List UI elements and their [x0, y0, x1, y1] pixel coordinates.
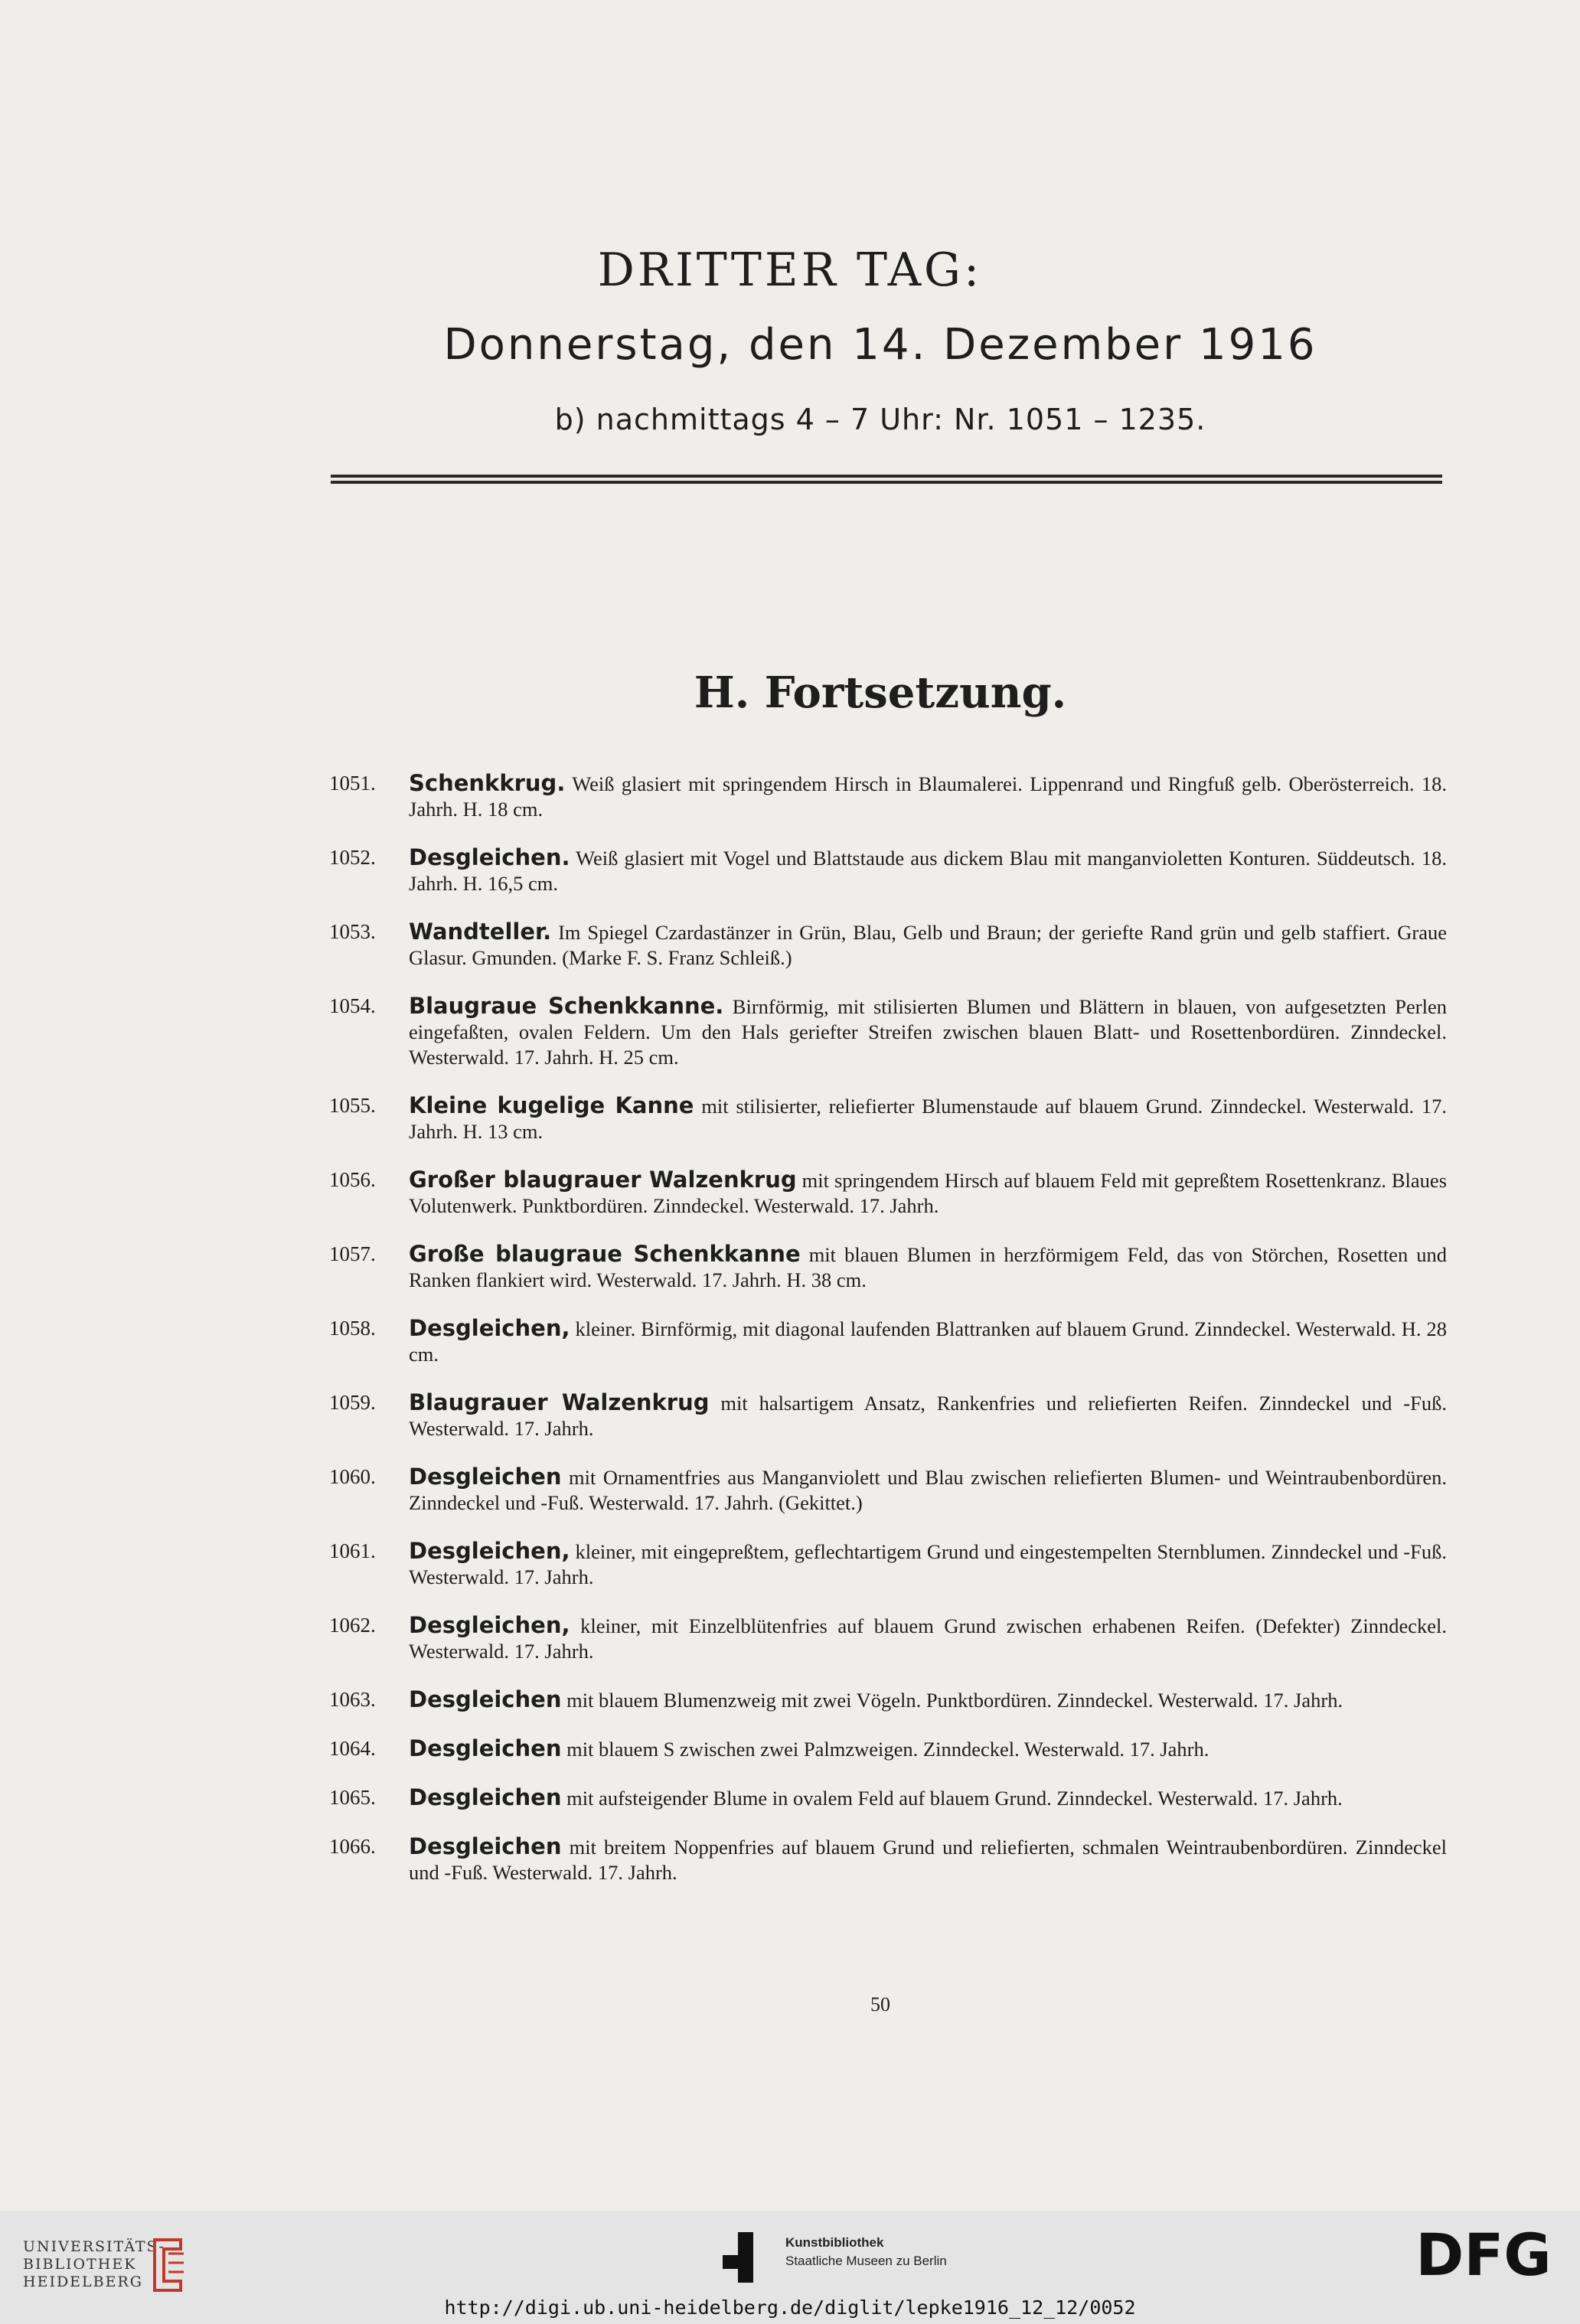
entry-heading: Blaugraue Schenkkanne.: [409, 993, 724, 1019]
entry-description: mit blauem Blumenzweig mit zwei Vögeln. Punktbordüren. Zinndeckel. Westerwald. 17. Jahrh.: [566, 1689, 1343, 1712]
entry-description: kleiner. Birnförmig, mit diagonal laufenden Blattranken auf blauem Grund. Zinndeckel. Westerwald. H. 28 cm.: [409, 1317, 1447, 1366]
entry-heading: Kleine kugelige Kanne: [409, 1092, 694, 1118]
entry-description: mit aufsteigender Blume in ovalem Feld auf blauem Grund. Zinndeckel. Westerwald. 17. Jahrh.: [566, 1787, 1343, 1810]
entry-heading: Desgleichen.: [409, 844, 570, 870]
entry-description: mit blauem S zwischen zwei Palmzweigen. Zinndeckel. Westerwald. 17. Jahrh.: [566, 1738, 1209, 1761]
entry-description: mit breitem Noppenfries auf blauem Grund und reliefierten, schmalen Weintraubenbordüren. Zinndeckel und -Fuß. Westerwald. 17. Jahrh.: [409, 1836, 1447, 1884]
entry-number: 1063.: [329, 1688, 376, 1711]
entry-heading: Schenkkrug.: [409, 770, 566, 796]
entry-description: mit halsartigem Ansatz, Rankenfries und reliefierten Reifen. Zinndeckel und -Fuß. Westerwald. 17. Jahrh.: [409, 1392, 1447, 1440]
catalogue-entries: [329, 771, 1447, 1908]
kunstbibliothek-label[interactable]: [785, 2234, 947, 2270]
catalogue-entry: [329, 1093, 1447, 1144]
entry-number: 1056.: [329, 1168, 376, 1191]
entry-heading: Große blaugraue Schenkkanne: [409, 1241, 801, 1267]
catalogue-entry: [329, 919, 1447, 971]
entry-description: mit Ornamentfries aus Manganviolett und Blau zwischen reliefierten Blumen- und Weintraubenbordüren. Zinndeckel und -Fuß. Westerwald. 17. Jahrh. (Gekittet.): [409, 1466, 1447, 1514]
divider-rule: [331, 475, 1442, 478]
university-library-logo[interactable]: [23, 2238, 165, 2291]
page-title: DRITTER TAG:: [597, 243, 983, 297]
divider-rule: [331, 481, 1442, 484]
dfg-logo-icon[interactable]: [1407, 2221, 1560, 2283]
catalogue-entry: [329, 1539, 1447, 1590]
entry-description: mit blauen Blumen in herzförmigem Feld, das von Störchen, Rosetten und Ranken flankiert wird. Westerwald. 17. Jahrh. H. 38 cm.: [409, 1243, 1447, 1291]
entry-number: 1052.: [329, 846, 376, 869]
entry-heading: Desgleichen: [409, 1784, 562, 1810]
entry-number: 1065.: [329, 1786, 376, 1809]
heidelberg-logo-icon: [150, 2235, 187, 2295]
entry-number: 1051.: [329, 772, 376, 795]
catalogue-entry: [329, 1785, 1447, 1811]
entry-number: 1064.: [329, 1737, 376, 1760]
entry-heading: Desgleichen: [409, 1833, 562, 1859]
entry-heading: Desgleichen: [409, 1686, 562, 1712]
dfg-text: DFG: [1415, 2221, 1552, 2283]
catalogue-entry: [329, 1613, 1447, 1664]
entry-description: Im Spiegel Czardastänzer in Grün, Blau, Gelb und Braun; der geriefte Rand grün und gelb staffiert. Graue Glasur. Gmunden. (Marke F. S. Franz Schleiß.): [409, 921, 1448, 969]
entry-heading: Desgleichen,: [409, 1612, 570, 1638]
catalogue-entry: [329, 845, 1447, 896]
entry-heading: Desgleichen,: [409, 1538, 570, 1564]
catalogue-entry: [329, 1242, 1447, 1293]
catalogue-entry: [329, 1736, 1447, 1762]
entry-number: 1054.: [329, 994, 376, 1017]
university-line: UNIVERSITÄTS-: [23, 2238, 165, 2255]
catalogue-entry: [329, 1687, 1447, 1713]
catalogue-entry: [329, 771, 1447, 822]
permalink-url[interactable]: http://digi.ub.uni-heidelberg.de/diglit/lepke1916_12_12/0052: [444, 2296, 1136, 2319]
university-line: BIBLIOTHEK: [23, 2256, 137, 2273]
entry-number: 1066.: [329, 1835, 376, 1858]
kunstbibliothek-logo-icon: [723, 2232, 762, 2283]
entry-description: kleiner, mit Einzelblütenfries auf blauem Grund zwischen erhabenen Reifen. (Defekter) Zinndeckel. Westerwald. 17. Jahrh.: [409, 1614, 1447, 1663]
kb-sub: Staatliche Museen zu Berlin: [785, 2254, 947, 2268]
entry-heading: Wandteller.: [409, 919, 552, 945]
date-heading: Donnerstag, den 14. Dezember 1916: [443, 320, 1317, 370]
entry-heading: Blaugrauer Walzenkrug: [409, 1389, 710, 1415]
catalogue-entry: [329, 1834, 1447, 1885]
entry-number: 1062.: [329, 1614, 376, 1637]
entry-number: 1060.: [329, 1465, 376, 1488]
entry-heading: Desgleichen,: [409, 1315, 570, 1341]
kb-name: Kunstbibliothek: [785, 2235, 884, 2250]
section-title: H. Fortsetzung.: [694, 667, 1067, 718]
catalogue-entry: [329, 1464, 1447, 1516]
entry-number: 1061.: [329, 1539, 376, 1562]
entry-description: Weiß glasiert mit Vogel und Blattstaude aus dickem Blau mit manganvioletten Konturen. Süddeutsch. 18. Jahrh. H. 16,5 cm.: [409, 847, 1447, 895]
university-line: HEIDELBERG: [23, 2273, 143, 2290]
entry-heading: Desgleichen: [409, 1735, 562, 1761]
entry-number: 1059.: [329, 1391, 376, 1414]
entry-description: kleiner, mit eingepreßtem, geflechtartigem Grund und eingestempelten Sternblumen. Zinndeckel und -Fuß. Westerwald. 17. Jahrh.: [409, 1540, 1447, 1588]
entry-description: Birnförmig, mit stilisierten Blumen und Blättern in blauen, von aufgesetzten Perlen eingefaßten, ovalen Feldern. Um den Hals geriefter Streifen zwischen blauen Blatt- und Rosettenbordüren. Zinndeckel. Westerwald. 17. Jahrh. H. 25 cm.: [409, 995, 1447, 1069]
entry-number: 1055.: [329, 1094, 376, 1117]
page-number: 50: [870, 1993, 890, 2016]
entry-heading: Großer blaugrauer Walzenkrug: [409, 1167, 797, 1193]
catalogue-entry: [329, 994, 1447, 1070]
catalogue-entry: [329, 1316, 1447, 1367]
entry-number: 1053.: [329, 920, 376, 943]
catalogue-entry: [329, 1390, 1447, 1441]
digitization-footer: [0, 2211, 1580, 2324]
entry-heading: Desgleichen: [409, 1464, 562, 1490]
session-heading: b) nachmittags 4 – 7 Uhr: Nr. 1051 – 1235.: [554, 403, 1206, 436]
catalogue-entry: [329, 1167, 1447, 1219]
entry-description: mit stilisierter, reliefierter Blumenstaude auf blauem Grund. Zinndeckel. Westerwald. 17. Jahrh. H. 13 cm.: [409, 1095, 1448, 1143]
entry-number: 1057.: [329, 1242, 376, 1265]
entry-description: mit springendem Hirsch auf blauem Feld mit gepreßtem Rosettenkranz. Blaues Volutenwerk. Punktbordüren. Zinndeckel. Westerwald. 17. Jahrh.: [409, 1169, 1448, 1217]
entry-description: Weiß glasiert mit springendem Hirsch in Blaumalerei. Lippenrand und Ringfuß gelb. Oberösterreich. 18. Jahrh. H. 18 cm.: [409, 772, 1447, 821]
entry-number: 1058.: [329, 1317, 376, 1340]
